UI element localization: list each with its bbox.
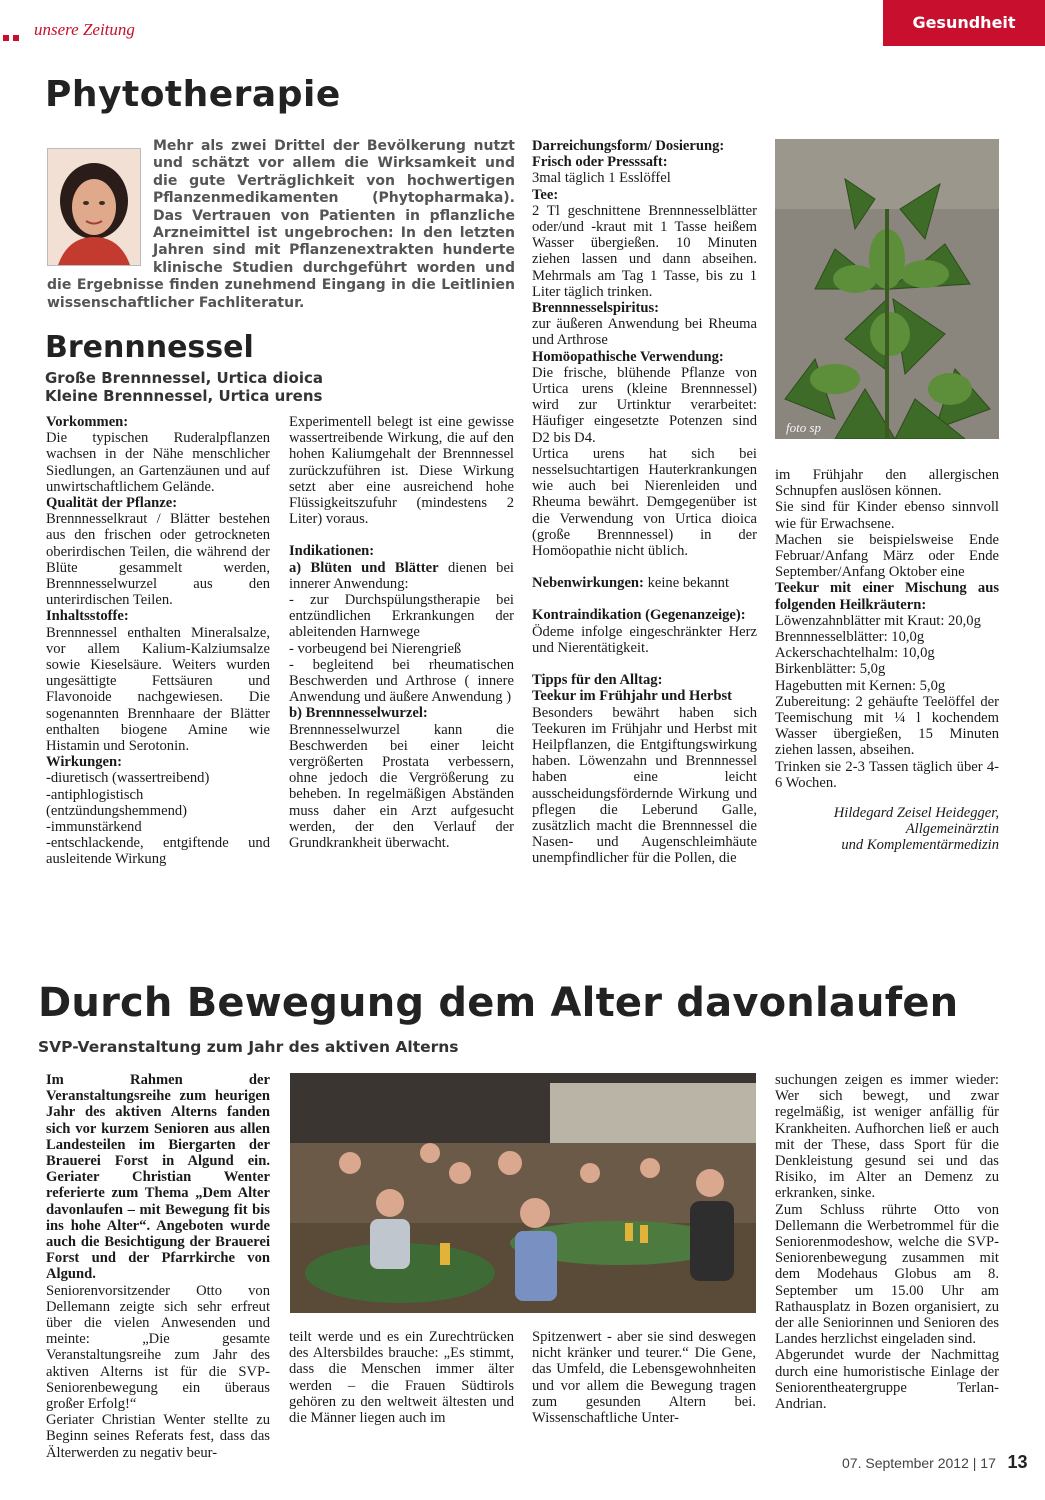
article1-column-1	[46, 414, 270, 868]
photo-credit: foto sp	[786, 420, 822, 435]
col4-herb-item: Hagebutten mit Kernen: 5,0g	[775, 677, 946, 694]
col3-heading-tea: Tee:	[532, 186, 559, 203]
page-number: 13	[1007, 1452, 1028, 1472]
col1-effect-item: -antiphlogistisch (entzündungshemmend)	[46, 786, 188, 819]
article2-col3-text: Spitzenwert - aber sie sind deswegen nicht kränker und teurer.“ Die Gene, das Umfeld, die Lebensgewohnheiten und vor allem die Bewegung tragen zum gesunden Altern bei. Wissenschaftliche Unter-	[532, 1329, 756, 1427]
article-title: Phytotherapie	[45, 74, 341, 115]
plant-title: Brennnessel	[45, 330, 254, 365]
section-tab: Gesundheit	[883, 0, 1045, 46]
col1-heading-effects: Wirkungen:	[46, 754, 122, 771]
col4-text-1: im Frühjahr den allergischen Schnupfen auslösen können.	[775, 467, 999, 500]
article2-subtitle: SVP-Veranstaltung zum Jahr des aktiven Alterns	[38, 1038, 459, 1056]
article1-column-4	[775, 467, 999, 854]
col3-heading-dosage: Darreichungsform/ Dosierung:	[532, 138, 725, 154]
col1-text-occurrence: Die typischen Ruderalpflanzen wachsen in der Nähe menschlicher Siedlungen, an Gartenzäunen und auf unwirtschaftlichem Gelände.	[46, 430, 270, 495]
issue-date: 07. September 2012 | 17	[842, 1455, 996, 1471]
article1-column-3	[532, 138, 757, 867]
col1-effect-item: -entschlackende, entgiftende und ausleitende Wirkung	[46, 835, 270, 868]
col3-text-fresh: 3mal täglich 1 Esslöffel	[532, 170, 671, 187]
col2-list-item: - begleitend bei rheumatischen Beschwerden und Arthrose ( innere Anwendung und äußere Anwendung )	[289, 656, 514, 706]
col2-item-a-text: dienen bei innerer Anwendung:	[289, 559, 514, 592]
col3-text-side-effects: keine bekannt	[647, 575, 730, 592]
col2-item-a-heading: a) Blüten und Blätter	[289, 559, 439, 576]
article2-col1-text: Seniorenvorsitzender Otto von Dellemann zeigte sich sehr erfreut über die vielen Anwesenden und meinte: „Die gesamte Veranstaltungsreihe zum Jahr des aktiven Alterns ist für die SVP-Seniorenbewegung ein überaus großer Erfolg!“	[46, 1282, 270, 1413]
col3-heading-fresh: Frisch oder Presssaft:	[532, 154, 668, 171]
header-dots	[3, 28, 23, 46]
article2-lead: Im Rahmen der Veranstaltungsreihe zum heurigen Jahr des aktiven Alterns fanden sich vor kurzem Senioren aus allen Landesteilen im Biergarten der Brauerei Forst in Algund ein. Geriater Christian Wenter referierte zum Thema „Dem Alter davonlaufen – mit Bewegung fit bis ins hohe Alter“. Angeboten wurde auch die Besichtigung der Brauerei Forst und der Pfarrkirche von Algund.	[46, 1072, 270, 1283]
article2-column-4	[775, 1072, 999, 1412]
col3-text-tea: 2 Tl geschnittene Brennnesselblätter oder/und -kraut mit 1 Tasse heißem Wasser übergießen. 10 Minuten ziehen lassen und dann abseihen. Mehrmals am Tag 1 Tasse, bis zu 1 Liter täglich trinken.	[532, 202, 757, 300]
col2-paragraph: Experimentell belegt ist eine gewisse wassertreibende Wirkung, die auf den hohen Kaliumgehalt der Brennnessel zurückzuführen ist. Diese Wirkung setzt aber eine ausreichend hohe Flüssigkeitszufuhr (mindestens 2 Liter) voraus.	[289, 414, 514, 528]
col3-text-contraindication: Ödeme infolge eingeschränkter Herz und Nierentätigkeit.	[532, 623, 757, 656]
col1-heading-ingredients: Inhaltsstoffe:	[46, 608, 129, 625]
plant-subtitle-2: Kleine Brennnessel, Urtica urens	[45, 387, 323, 405]
article2-col1-text-2: Geriater Christian Wenter stellte zu Beginn seines Referats fest, dass das Älterwerden zu negativ beur-	[46, 1412, 270, 1461]
col3-text-spirit: zur äußeren Anwendung bei Rheuma und Arthrose	[532, 316, 757, 349]
col3-text-urtica: Urtica urens hat sich bei nesselsuchtartigen Hauterkrankungen wie auch bei Nierenleiden und Rheuma bewährt. Demgegenüber ist die Verwendung von Urtica dioica (große Brennnessel) in der Homöopathie nicht üblich.	[532, 445, 757, 560]
col4-herb-item: Löwenzahnblätter mit Kraut: 20,0g	[775, 612, 981, 629]
col2-heading-root: b) Brennnesselwurzel:	[289, 705, 428, 722]
col2-list-item: - zur Durchspülungstherapie bei entzündlichen Erkrankungen der ableitenden Harnwege	[289, 592, 514, 641]
nettle-photo	[775, 139, 999, 439]
col1-text-ingredients: Brennnessel enthalten Mineralsalze, vor allem Kalium-Kalziumsalze sowie Kieselsäure. Weiters wurden ungesättigte Fettsäuren und Flavonoide nachgewiesen. Die sogenannten Brennhaare der Blätter enthalten biogene Amine wie Histamin und Serotonin.	[46, 624, 270, 755]
article2-col4-text-3: Abgerundet wurde der Nachmittag durch eine humoristische Einlage der Seniorentheatergruppe Terlan-Andrian.	[775, 1347, 999, 1413]
article2-col2-text: teilt werde und es ein Zurechtrücken des Altersbildes brauche: „Es stimmt, dass die Menschen immer älter werden – die Frauen Südtirols gehören zu den weltweit ältesten und die Männer liegen auch im	[289, 1329, 514, 1427]
article2-column-2	[289, 1329, 514, 1426]
article2-title: Durch Bewegung dem Alter davonlaufen	[38, 980, 959, 1026]
article2-col4-text-2: Zum Schluss rührte Otto von Dellemann die Werbetrommel für die Seniorenmodeshow, welche die SVP-Seniorenbewegung zusammen mit dem Modehaus Globus am 8. September um 15.00 Uhr am Rathausplatz in Bozen organisiert, zu der alle Seniorinnen und Senioren des Landes herzlichst eingeladen sind.	[775, 1201, 999, 1348]
col3-heading-contraindication: Kontraindikation (Gegenanzeige):	[532, 607, 746, 624]
col3-heading-teekur: Teekur im Frühjahr und Herbst	[532, 688, 733, 705]
col1-effect-item: -immunstärkend	[46, 819, 142, 836]
col4-text-3: Machen sie beispielsweise Ende Februar/Anfang März oder Ende September/Anfang Oktober eine	[775, 531, 999, 581]
col3-text-teekur: Besonders bewährt haben sich Teekuren im Frühjahr und Herbst mit Heilpflanzen, die Entgiftungswirkung haben. Löwenzahn und Brennnessel haben eine leicht ausscheidungsfördernde Wirkung und pflegen die Leberund Galle, zusätzlich macht die Brennnessel die Nasen- und Augenschleimhäute unempfindlicher für die Pollen, die	[532, 704, 757, 867]
col1-text-quality: Brennnesselkraut / Blätter bestehen aus den frischen oder getrockneten oberirdischen Teilen, die während der Blüte gesammelt werden, Brennnesselwurzel aus den unterirdischen Teilen.	[46, 511, 270, 609]
col4-text-preparation: Zubereitung: 2 gehäufte Teelöffel der Teemischung mit ¼ l kochendem Wasser übergießen, 15 Minuten ziehen lassen, abseihen.	[775, 693, 999, 759]
author-specialty: und Komplementärmedizin	[841, 837, 999, 854]
magazine-logo: unsere Zeitung	[34, 20, 135, 39]
col3-text-homeopathy: Die frische, blühende Pflanze von Urtica urens (kleine Brennnessel) wird zur Urtinktur verarbeitet: Häufiger eingesetzte Potenzen sind D2 bis D4.	[532, 364, 757, 446]
article2-col4-text-1: suchungen zeigen es immer wieder: Wer sich bewegt, und zwar regelmäßig, ist weniger anfällig für Krankheiten. Aufhorchen ließ er auch mit der These, dass Sport für die Denkleistung gesund sei und das Risiko, im Alter an Demenz zu erkranken, sinke.	[775, 1072, 999, 1202]
author-role: Allgemeinärztin	[905, 821, 999, 838]
col1-effect-item: -diuretisch (wassertreibend)	[46, 770, 210, 787]
author-name: Hildegard Zeisel Heidegger,	[833, 805, 999, 822]
col3-side-effects	[532, 575, 757, 591]
col4-text-dosage: Trinken sie 2-3 Tassen täglich über 4-6 Wochen.	[775, 758, 999, 791]
col2-root-text: Brennnesselwurzel kann die Beschwerden bei einer leicht vergrößerten Prostata verbessern, ohne jedoch die Vergrößerung zu beheben. In regelmäßigen Abständen muss daher ein Arzt aufgesucht werden, der den Verlauf der Grundkrankheit überwacht.	[289, 721, 514, 852]
author-portrait	[47, 148, 141, 266]
col2-heading-indications: Indikationen:	[289, 543, 375, 560]
col2-list-item: - vorbeugend bei Nierengrieß	[289, 640, 462, 657]
col1-heading-quality: Qualität der Pflanze:	[46, 495, 178, 512]
plant-subtitle-1: Große Brennnessel, Urtica dioica	[45, 369, 323, 387]
intro-text: Mehr als zwei Drittel der Bevölkerung nutzt und schätzt vor allem die Wirksamkeit und die gute Verträglichkeit von hochwertigen Pflanzenmedikamenten (Phytopharmaka). Das Vertrauen von Patienten in pflanzliche Arzneimittel ist ungebrochen: In den letzten Jahren sind mit Pflanzenextrakten hunderte klinische Studien durchgeführt worden und die Ergebnisse finden zunehmend Eingang in die Leitlinien wissenschaftlicher Fachliteratur.	[47, 138, 515, 311]
col3-heading-tips: Tipps für den Alltag:	[532, 672, 663, 689]
footer	[842, 1452, 1028, 1473]
article-intro	[47, 138, 515, 312]
plant-subtitle	[45, 369, 323, 405]
event-photo	[290, 1073, 756, 1313]
col4-herb-item: Ackerschachtelhalm: 10,0g	[775, 645, 935, 662]
col2-item-a	[289, 560, 514, 592]
col3-heading-homeopathy: Homöopathische Verwendung:	[532, 348, 724, 365]
col1-heading-occurrence: Vorkommen:	[46, 414, 129, 430]
col4-herb-item: Birkenblätter: 5,0g	[775, 661, 886, 678]
article2-column-1	[46, 1072, 270, 1461]
article2-column-3	[532, 1329, 756, 1426]
article1-column-2	[289, 414, 514, 851]
col4-herb-item: Brennnesselblätter: 10,0g	[775, 629, 925, 646]
col3-heading-side-effects: Nebenwirkungen:	[532, 575, 644, 592]
col4-text-2: Sie sind für Kinder ebenso sinnvoll wie für Erwachsene.	[775, 499, 999, 532]
col4-heading-mix: Teekur mit einer Mischung aus folgenden Heilkräutern:	[775, 580, 999, 613]
col3-heading-spirit: Brennnesselspiritus:	[532, 300, 660, 317]
